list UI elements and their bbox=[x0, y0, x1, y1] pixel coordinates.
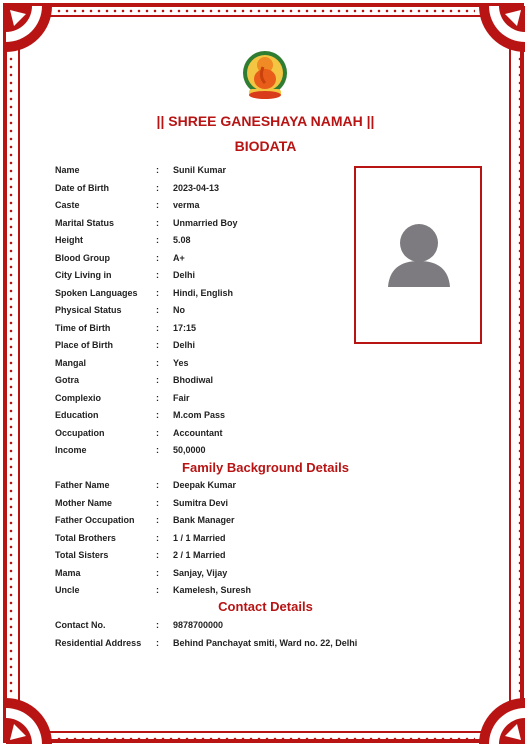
separator: : bbox=[156, 200, 159, 210]
field-label: Date of Birth bbox=[55, 182, 109, 193]
separator: : bbox=[156, 165, 159, 175]
separator: : bbox=[156, 217, 159, 228]
field-label: Name bbox=[55, 165, 80, 175]
field-value: No bbox=[173, 305, 185, 315]
field-label: Mother Name bbox=[55, 497, 113, 508]
field-label: Complexio bbox=[55, 392, 102, 403]
field-label: Mangal bbox=[55, 357, 87, 368]
field-value: Delhi bbox=[173, 270, 196, 280]
separator: : bbox=[156, 392, 159, 403]
field-value: Bhodiwal bbox=[173, 375, 213, 385]
separator: : bbox=[156, 637, 159, 648]
separator: : bbox=[156, 620, 159, 630]
field-label: Father Occupation bbox=[55, 515, 135, 525]
separator: : bbox=[156, 585, 159, 595]
field-value: Sumitra Devi bbox=[173, 497, 229, 508]
field-value: Behind Panchayat smiti, Ward no. 22, Delhi bbox=[173, 637, 358, 648]
field-value: M.com Pass bbox=[173, 410, 226, 420]
invocation-heading: || SHREE GANESHAYA NAMAH || bbox=[156, 113, 375, 129]
separator: : bbox=[156, 357, 159, 368]
field-label: Physical Status bbox=[55, 305, 122, 315]
field-value: Deepak Kumar bbox=[173, 480, 237, 490]
field-label: City Living in bbox=[55, 270, 112, 280]
user-avatar-icon bbox=[386, 223, 452, 287]
field-value: 9878700000 bbox=[173, 620, 224, 630]
field-label: Height bbox=[55, 235, 83, 245]
field-value: Delhi bbox=[173, 340, 196, 350]
field-value: Sunil Kumar bbox=[173, 165, 227, 175]
separator: : bbox=[156, 305, 159, 315]
separator: : bbox=[156, 567, 159, 578]
ganesha-icon bbox=[241, 49, 289, 101]
corner-ornament-icon bbox=[6, 6, 52, 52]
field-value: 1 / 1 Married bbox=[173, 532, 226, 543]
field-value: Kamelesh, Suresh bbox=[173, 585, 252, 595]
field-label: Education bbox=[55, 410, 99, 420]
profile-photo bbox=[354, 166, 482, 344]
page-title: BIODATA bbox=[234, 138, 297, 154]
separator: : bbox=[156, 497, 159, 508]
separator: : bbox=[156, 550, 159, 560]
field-label: Spoken Languages bbox=[55, 287, 138, 298]
top-dot-border bbox=[55, 9, 475, 13]
separator: : bbox=[156, 427, 159, 438]
bottom-dot-border bbox=[55, 737, 475, 741]
field-value: Hindi, English bbox=[173, 287, 233, 298]
family-section-heading: Family Background Details bbox=[182, 460, 349, 475]
field-label: Total Sisters bbox=[55, 550, 109, 560]
separator: : bbox=[156, 252, 159, 263]
field-label: Residential Address bbox=[55, 637, 142, 648]
separator: : bbox=[156, 340, 159, 350]
corner-ornament-icon bbox=[479, 698, 525, 744]
separator: : bbox=[156, 375, 159, 385]
separator: : bbox=[156, 532, 159, 543]
contact-section-heading: Contact Details bbox=[218, 599, 313, 614]
field-value: Bank Manager bbox=[173, 515, 235, 525]
field-value: 2023-04-13 bbox=[173, 182, 220, 193]
field-label: Income bbox=[55, 445, 87, 455]
separator: : bbox=[156, 182, 159, 193]
separator: : bbox=[156, 410, 159, 420]
field-value: 2 / 1 Married bbox=[173, 550, 226, 560]
corner-ornament-icon bbox=[6, 698, 52, 744]
field-label: Blood Group bbox=[55, 252, 110, 263]
field-value: Unmarried Boy bbox=[173, 217, 238, 228]
separator: : bbox=[156, 235, 159, 245]
field-label: Contact No. bbox=[55, 620, 106, 630]
field-label: Gotra bbox=[55, 375, 80, 385]
field-label: Uncle bbox=[55, 585, 80, 595]
corner-ornament-icon bbox=[479, 6, 525, 52]
field-label: Father Name bbox=[55, 480, 110, 490]
separator: : bbox=[156, 515, 159, 525]
separator: : bbox=[156, 322, 159, 333]
field-value: Yes bbox=[173, 357, 189, 368]
field-label: Time of Birth bbox=[55, 322, 111, 333]
field-value: 50,0000 bbox=[173, 445, 206, 455]
separator: : bbox=[156, 480, 159, 490]
field-label: Mama bbox=[55, 567, 81, 578]
field-value: A+ bbox=[173, 252, 185, 263]
separator: : bbox=[156, 445, 159, 455]
field-value: 5.08 bbox=[173, 235, 191, 245]
field-label: Occupation bbox=[55, 427, 105, 438]
field-label: Total Brothers bbox=[55, 532, 116, 543]
field-value: Fair bbox=[173, 392, 190, 403]
field-label: Place of Birth bbox=[55, 340, 114, 350]
separator: : bbox=[156, 270, 159, 280]
field-value: 17:15 bbox=[173, 322, 197, 333]
separator: : bbox=[156, 287, 159, 298]
field-label: Caste bbox=[55, 200, 80, 210]
field-value: Sanjay, Vijay bbox=[173, 567, 228, 578]
field-value: verma bbox=[173, 200, 200, 210]
field-value: Accountant bbox=[173, 427, 223, 438]
field-label: Marital Status bbox=[55, 217, 115, 228]
